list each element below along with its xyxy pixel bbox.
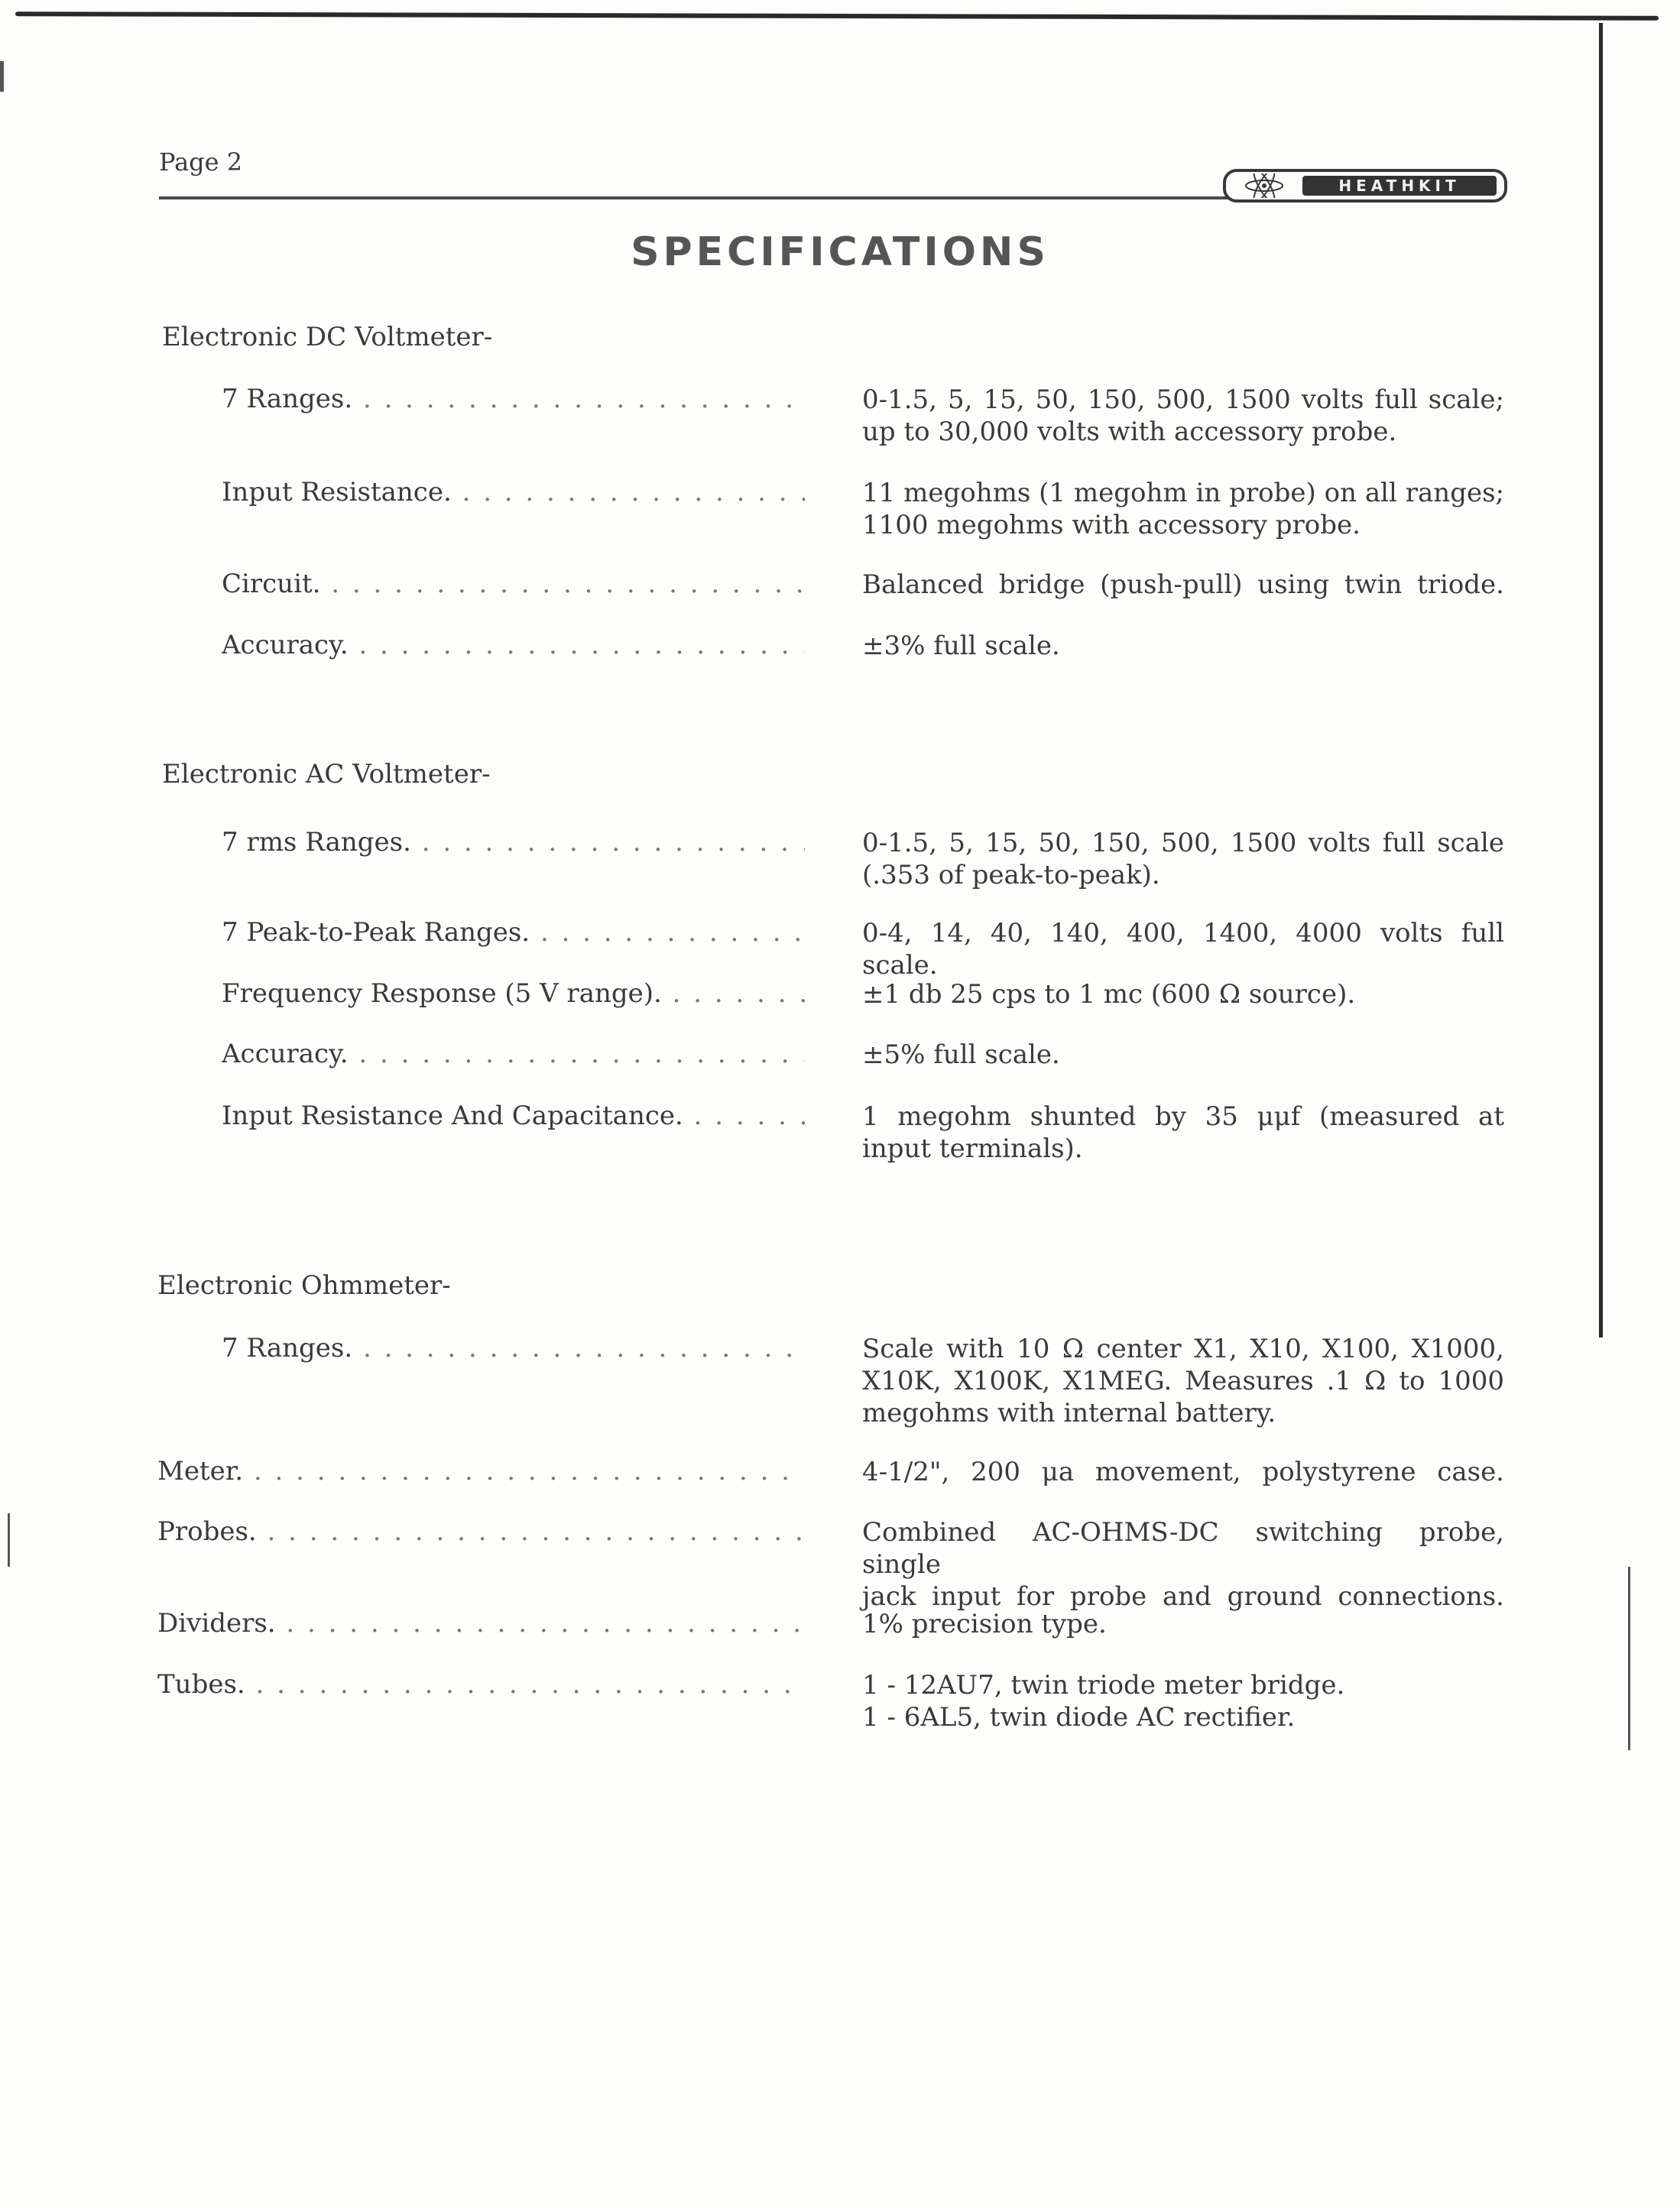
scan-edge-right-mark [1628, 1567, 1630, 1750]
spec-label: Accuracy. . . . [222, 630, 805, 660]
spec-label: Probes. . . . [157, 1516, 805, 1547]
heathkit-logo [1223, 169, 1507, 203]
spec-value-line: Scale with 10 Ω center X1, X10, X100, X1000, [862, 1334, 1504, 1364]
spec-value-line: ±3% full scale. [862, 631, 1060, 661]
spec-label: Accuracy. . . . [222, 1039, 805, 1069]
scan-edge-right [1599, 23, 1603, 1337]
spec-value [862, 477, 1504, 541]
spec-value [862, 1039, 1504, 1071]
spec-value [862, 1333, 1504, 1429]
spec-value [862, 384, 1504, 448]
scan-edge-left-mark [8, 1513, 10, 1567]
spec-value-line: 0-1.5, 5, 15, 50, 150, 500, 1500 volts full scale [862, 828, 1504, 858]
spec-value [862, 1516, 1504, 1613]
page-title: SPECIFICATIONS [631, 229, 1049, 275]
spec-value [862, 1456, 1504, 1488]
header-rule [159, 196, 1233, 199]
spec-value-line: up to 30,000 volts with accessory probe. [862, 417, 1397, 447]
spec-label: 7 Peak-to-Peak Ranges. . . . [222, 917, 805, 948]
spec-value [862, 1101, 1504, 1165]
spec-value-line: 11 megohms (1 megohm in probe) on all ranges; [862, 478, 1504, 508]
spec-value-line: X10K, X100K, X1MEG. Measures .1 Ω to 1000 [862, 1366, 1504, 1396]
spec-value-line: 1 megohm shunted by 35 μμf (measured at [862, 1101, 1504, 1132]
spec-value-line: 0-1.5, 5, 15, 50, 150, 500, 1500 volts full scale; [862, 384, 1504, 415]
spec-label: Circuit. . . . [222, 569, 805, 599]
spec-value-line: 1 - 6AL5, twin diode AC rectifier. [862, 1702, 1296, 1733]
spec-label: Input Resistance. . . . [222, 477, 805, 507]
spec-value-line: (.353 of peak-to-peak). [862, 860, 1160, 890]
spec-value [862, 1608, 1504, 1640]
spec-label: 7 Ranges. . . . [222, 384, 805, 414]
spec-label: Tubes. . . . [157, 1669, 805, 1700]
page-number: Page 2 [159, 148, 243, 177]
spec-label: Dividers. . . . [157, 1608, 805, 1639]
spec-value [862, 569, 1504, 601]
spec-value-line: jack input for probe and ground connections. [862, 1581, 1504, 1612]
section-heading-ac-voltmeter: Electronic AC Voltmeter- [162, 759, 491, 789]
section-heading-dc-voltmeter: Electronic DC Voltmeter- [162, 322, 493, 352]
scan-edge-top [15, 11, 1659, 21]
brand-name: HEATHKIT [1302, 176, 1497, 196]
spec-value [862, 1669, 1504, 1733]
atom-icon [1226, 172, 1302, 199]
spec-value [862, 978, 1504, 1010]
spec-label: Input Resistance And Capacitance. . . . [222, 1101, 805, 1131]
spec-value-line: input terminals). [862, 1133, 1083, 1164]
spec-label: Frequency Response (5 V range). . . . [222, 978, 805, 1009]
section-heading-ohmmeter: Electronic Ohmmeter- [157, 1270, 451, 1301]
spec-value [862, 827, 1504, 891]
spec-label: 7 Ranges. . . . [222, 1333, 805, 1363]
spec-value-line: 1100 megohms with accessory probe. [862, 510, 1361, 540]
scan-edge-left [0, 61, 4, 92]
spec-value-line: 0-4, 14, 40, 140, 400, 1400, 4000 volts full scale. [862, 918, 1504, 981]
spec-label: 7 rms Ranges. . . . [222, 827, 805, 858]
spec-value [862, 917, 1504, 981]
spec-value-line: 4-1/2", 200 μa movement, polystyrene case. [862, 1457, 1504, 1487]
spec-value-line: Balanced bridge (push-pull) using twin triode. [862, 569, 1504, 600]
spec-value-line: 1 - 12AU7, twin triode meter bridge. [862, 1670, 1345, 1701]
spec-label: Meter. . . . [157, 1456, 805, 1487]
spec-value-line: ±5% full scale. [862, 1039, 1060, 1070]
spec-value [862, 630, 1504, 662]
spec-value-line: megohms with internal battery. [862, 1398, 1276, 1428]
spec-value-line: ±1 db 25 cps to 1 mc (600 Ω source). [862, 979, 1356, 1010]
spec-value-line: 1% precision type. [862, 1609, 1107, 1639]
spec-value-line: Combined AC-OHMS-DC switching probe, single [862, 1517, 1504, 1580]
